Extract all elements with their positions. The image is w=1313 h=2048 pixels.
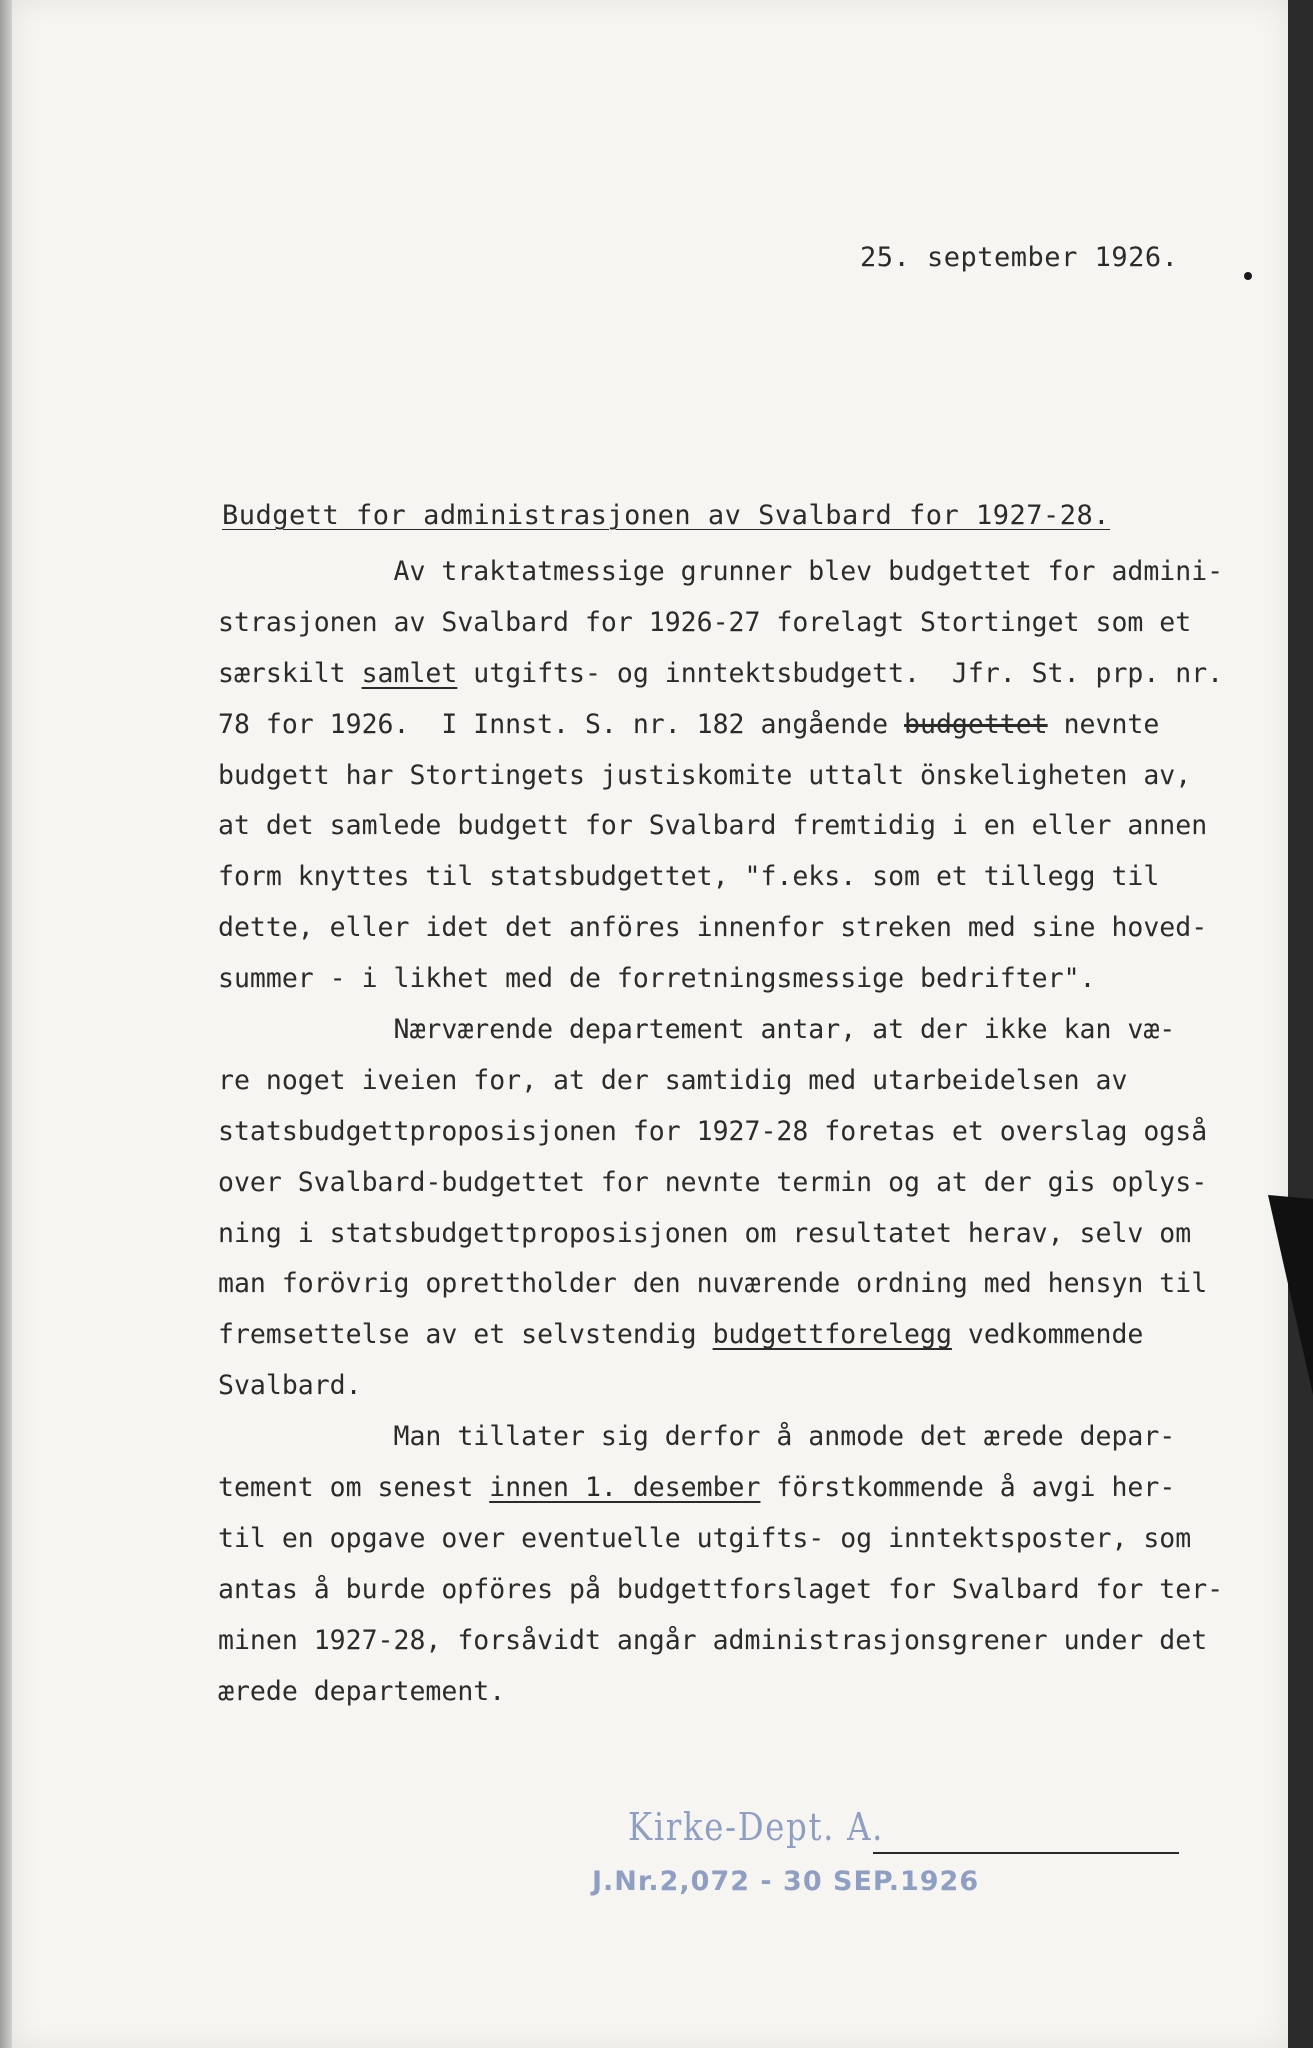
body-line: minen 1927-28, forsåvidt angår administrasjonsgrener under det <box>218 1624 1208 1656</box>
letter-body <box>218 547 1224 1717</box>
body-line: budgett har Stortingets justiskomite uttalt önskeligheten av, <box>218 759 1192 791</box>
body-line: re noget iveien for, at der samtidig med utarbeidelsen av <box>218 1064 1128 1096</box>
letter-date: 25. september 1926. <box>860 242 1179 273</box>
body-line: Svalbard. <box>218 1370 362 1402</box>
signature-line <box>873 1852 1179 1854</box>
body-line <box>218 649 1224 700</box>
text-segment: fremsettelse av et selvstendig <box>218 1319 713 1351</box>
body-line: dette, eller idet det anföres innenfor streken med sine hoved- <box>218 912 1208 944</box>
struck-word: budgettet <box>904 708 1048 740</box>
body-line: at det samlede budgett for Svalbard fremtidig i en eller annen <box>218 810 1208 842</box>
underlined-word: samlet <box>361 657 458 689</box>
body-line <box>218 700 1178 751</box>
body-line: antas å burde opföres på budgettforslaget for Svalbard for ter- <box>218 1573 1224 1605</box>
body-line: summer - i likhet med de forretningsmessige bedrifter". <box>218 963 1096 995</box>
text-segment: vedkommende <box>951 1319 1144 1351</box>
body-line: ning i statsbudgettproposisjonen om resultatet herav, selv om <box>218 1217 1192 1249</box>
body-line: over Svalbard-budgettet for nevnte termin og at der gis oplys- <box>218 1166 1208 1198</box>
receipt-stamp-office: Kirke-Dept. A. <box>628 1805 885 1849</box>
body-line: Man tillater sig derfor å anmode det ærede depar- <box>218 1421 1176 1453</box>
body-line: form knyttes til statsbudgettet, "f.eks. som et tillegg til <box>218 861 1160 893</box>
underlined-word: budgettforelegg <box>712 1319 952 1351</box>
body-line: strasjonen av Svalbard for 1926-27 forelagt Stortinget som et <box>218 606 1192 638</box>
body-line: Av traktatmessige grunner blev budgettet for admini- <box>218 556 1224 587</box>
text-segment: förstkommende å avgi her- <box>760 1472 1176 1504</box>
body-line: til en opgave over eventuelle utgifts- og inntektsposter, som <box>218 1522 1192 1554</box>
body-line <box>218 1310 1178 1361</box>
text-segment: tement om senest <box>218 1472 490 1504</box>
receipt-stamp-number: J.Nr.2,072 - 30 SEP.1926 <box>592 1866 980 1897</box>
body-line: Nærværende departement antar, at der ikke kan væ- <box>218 1014 1176 1046</box>
text-segment: nevnte <box>1047 708 1160 740</box>
text-segment: 78 for 1926. I Innst. S. nr. 182 angående <box>218 708 905 740</box>
letter-heading: Budgett for administrasjonen av Svalbard for 1927-28. <box>222 500 1111 531</box>
underlined-deadline: innen 1. desember <box>489 1472 761 1504</box>
ink-dot <box>1244 272 1252 280</box>
text-segment: særskilt <box>218 657 362 689</box>
body-line: man forövrig oprettholder den nuværende ordning med hensyn til <box>218 1268 1208 1300</box>
body-line: ærede departement. <box>218 1675 506 1707</box>
body-line <box>218 1463 1178 1514</box>
text-segment: utgifts- og inntektsbudgett. Jfr. St. prp. nr. <box>457 657 1224 689</box>
body-line: statsbudgettproposisjonen for 1927-28 foretas et overslag også <box>218 1115 1208 1147</box>
